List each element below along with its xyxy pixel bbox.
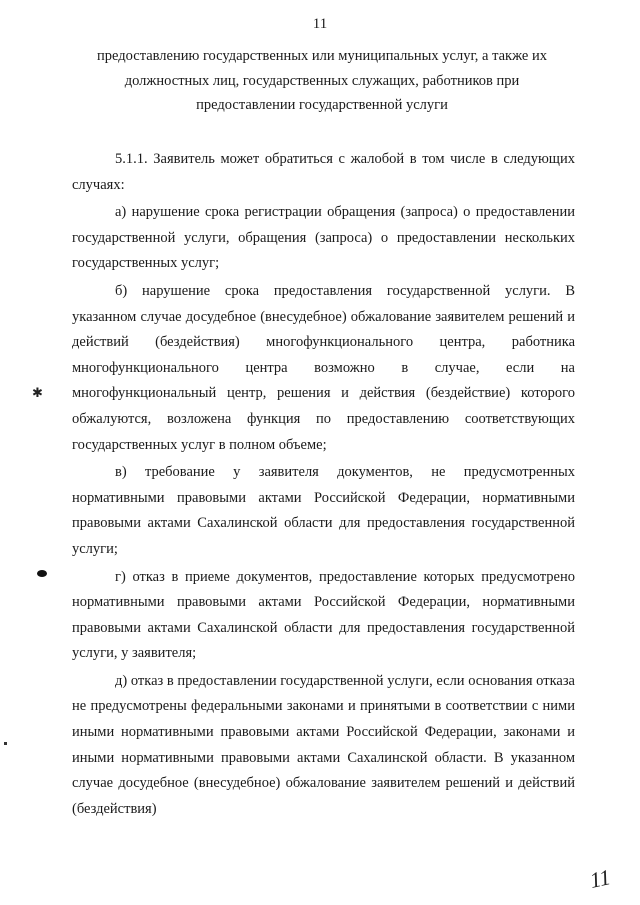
document-body <box>72 147 575 824</box>
paragraph-item-g: г) отказ в приеме документов, предоставление которых предусмотрено нормативными правовыми актами Российской Федерации, нормативными правовыми актами Сахалинской области для предоставления государственной услуги, у заявителя; <box>72 568 575 662</box>
paragraph-5-1-1: 5.1.1. Заявитель может обратиться с жалобой в том числе в следующих случаях: <box>72 151 575 193</box>
handwritten-page-number: 11 <box>587 864 613 893</box>
margin-ink-dot <box>4 742 7 745</box>
margin-star-mark: ✱ <box>32 385 43 400</box>
heading-line: предоставлению государственных или муниципальных услуг, а также их <box>97 48 547 64</box>
paragraph-item-b: б) нарушение срока предоставления государственной услуги. В указанном случае досудебное (внесудебное) обжалование заявителем решений и действий (бездействия) многофункционального центра, работника многофункционального центра возможно в случае, если на многофункциональный центр, решения и действия (бездействие) которого обжалуются, возложена функция по предоставлению соответствующих государственных услуг в полном объеме; <box>72 282 575 453</box>
margin-ink-blot <box>37 570 47 577</box>
section-heading <box>72 44 572 118</box>
heading-line: должностных лиц, государственных служащих, работников при <box>124 72 520 89</box>
paragraph-item-v: в) требование у заявителя документов, не предусмотренных нормативными правовыми актами Российской Федерации, нормативными правовыми актами Сахалинской области для предоставления государственной услуги; <box>72 464 575 557</box>
paragraph-item-d: д) отказ в предоставлении государственной услуги, если основания отказа не предусмотрены федеральными законами и принятыми в соответствии с ними иными нормативными правовыми актами Российской Федерации, законами и иными нормативными правовыми актами Сахалинской области. В указанном случае досудебное (внесудебное) обжалование заявителем решений и действий (бездействия) <box>72 672 575 817</box>
paragraph-item-a: а) нарушение срока регистрации обращения (запроса) о предоставлении государственной услуги, обращения (запроса) о предоставлении нескольких государственных услуг; <box>72 204 575 272</box>
page-number: 11 <box>312 16 328 32</box>
heading-line: предоставлении государственной услуги <box>196 97 448 113</box>
